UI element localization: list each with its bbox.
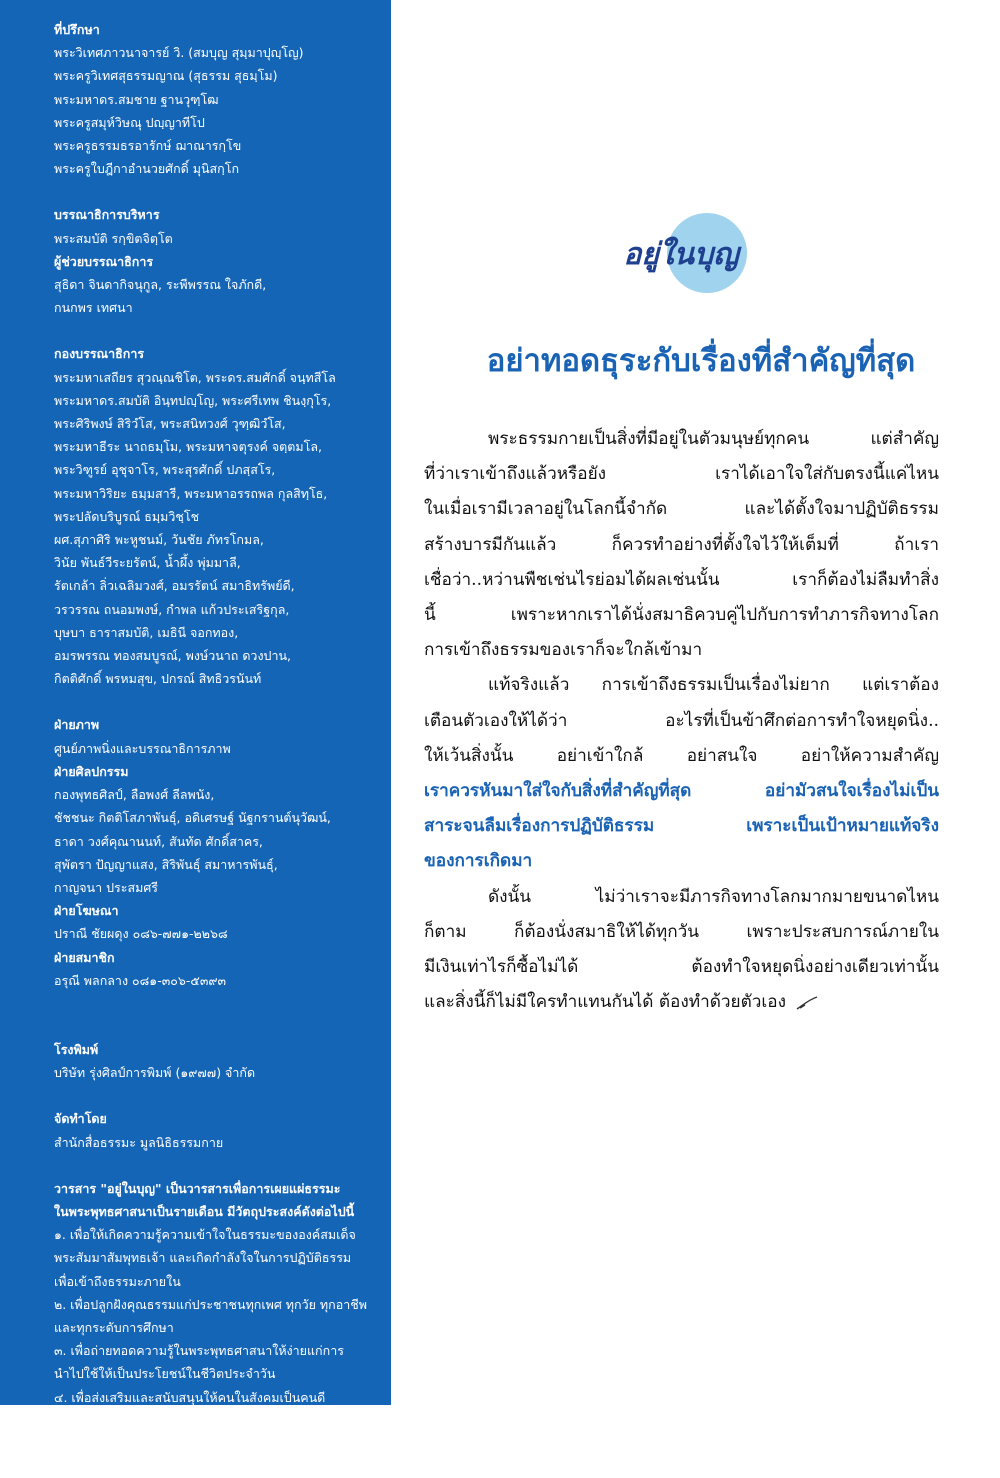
credit-line: ธาดา วงศ์คุณานนท์, สันทัด ศักดิ์สาคร, bbox=[54, 833, 263, 849]
advisors-heading: ที่ปรึกษา bbox=[54, 22, 100, 37]
printing-heading: โรงพิมพ์ bbox=[54, 1041, 99, 1057]
text-line: มีเงินเท่าไรก็ซื้อไม่ได้ ต้องทำใจหยุดนิ่งอย่างเดียวเท่านั้น bbox=[424, 957, 939, 978]
producer-heading: จัดทำโดย bbox=[54, 1111, 107, 1127]
credit-line: สำนักสื่อธรรมะ มูลนิธิธรรมกาย bbox=[54, 1134, 224, 1150]
objective-line: ๓. เพื่อถ่ายทอดความรู้ในพระพุทธศาสนาให้ง่ายแก่การ bbox=[54, 1343, 344, 1359]
credit-line: พระครูสมุห์วิษณุ ปญฺญาทีโป bbox=[54, 114, 205, 130]
objective-line: ๕. เพื่อเป็นสื่อกลางในการสืบทอดอายุพระพุทธศาสนา bbox=[54, 1435, 337, 1451]
objective-line: ๔. เพื่อส่งเสริมและสนับสนุนให้คนในสังคมเป็นคนดี bbox=[54, 1389, 326, 1405]
text-line: ให้เว้นสิ่งนั้น อย่าเข้าใกล้ อย่าสนใจ อย่าให้ความสำคัญ bbox=[424, 745, 939, 766]
text-line: ดังนั้น ไม่ว่าเราจะมีภารกิจทางโลกมากมายขนาดไหน bbox=[488, 886, 939, 907]
text-line: แท้จริงแล้ว การเข้าถึงธรรมเป็นเรื่องไม่ยาก แต่เราต้อง bbox=[488, 675, 939, 696]
credit-line: พระปลัดบริบูรณ์ ธมฺมวิชฺโช bbox=[54, 508, 200, 524]
credit-line: กิตติศักดิ์ พรหมสุข, ปกรณ์ สิทธิวรนันท์ bbox=[54, 671, 262, 687]
pen-end-icon bbox=[796, 996, 818, 1010]
credit-line: กาญจนา ประสมศรี bbox=[54, 879, 158, 895]
advisors-lines bbox=[54, 41, 384, 180]
paragraph-3 bbox=[424, 880, 939, 1021]
editor-heading: บรรณาธิการบริหาร bbox=[54, 207, 160, 223]
highlight-line: สาระจนลืมเรื่องการปฏิบัติธรรม เพราะเป็นเป้าหมายแท้จริง bbox=[424, 816, 939, 837]
credit-line: สุพัตรา ปัญญาแสง, สิริพันธุ์ สมาหารพันธุ์, bbox=[54, 856, 278, 872]
objective-line: ๒. เพื่อปลูกฝังคุณธรรมแก่ประชาชนทุกเพศ ทุกวัย ทุกอาชีพ bbox=[54, 1296, 367, 1312]
magazine-logo bbox=[601, 208, 761, 298]
objective-line: นำไปใช้ให้เป็นประโยชน์ในชีวิตประจำวัน bbox=[54, 1366, 276, 1382]
article-body bbox=[424, 422, 939, 1020]
credit-line: ศูนย์ภาพนิ่งและบรรณาธิการภาพ bbox=[54, 740, 231, 756]
text-line: เชื่อว่า..หว่านพืชเช่นไรย่อมได้ผลเช่นนั้น เราก็ต้องไม่ลืมทำสิ่ง bbox=[424, 569, 939, 590]
credit-line: พระครูวิเทศสุธรรมญาณ (สุธรรม สุธมฺโม) bbox=[54, 68, 278, 84]
credit-line: กนกพร เทศนา bbox=[54, 300, 133, 316]
credit-line: ผศ.สุภาศิริ พะหูชนม์, วันชัย ภัทรโกมล, bbox=[54, 532, 264, 548]
credit-line: รัตเกล้า ลิ่วเฉลิมวงศ์, อมรรัตน์ สมาธิทรัพย์ดี, bbox=[54, 578, 295, 594]
objective-line: และทุกระดับการศึกษา bbox=[54, 1319, 174, 1335]
credit-line: พระมหาเสถียร สุวณฺณชิโต, พระดร.สมศักดิ์ จนฺทสีโล bbox=[54, 369, 336, 385]
credit-line: พระมหาวิริยะ ธมฺมสารี, พระมหาอรรถพล กุลสิทฺโธ, bbox=[54, 485, 328, 501]
objective-line: เพื่อเข้าถึงธรรมะภายใน bbox=[54, 1273, 181, 1289]
text-line: เตือนตัวเองให้ได้ว่า อะไรที่เป็นข้าศึกต่อการทำใจหยุดนิ่ง.. bbox=[424, 710, 939, 731]
text-line: การเข้าถึงธรรมของเราก็จะใกล้เข้ามา bbox=[424, 640, 703, 661]
text-line: ก็ตาม ก็ต้องนั่งสมาธิให้ได้ทุกวัน เพราะประสบการณ์ภายใน bbox=[424, 921, 939, 942]
objective-line: ๑. เพื่อให้เกิดความรู้ความเข้าใจในธรรมะขององค์สมเด็จ bbox=[54, 1227, 356, 1243]
credit-line: กองพุทธศิลป์, ลือพงศ์ ลีลพนัง, bbox=[54, 787, 215, 803]
credit-line: พระมหาดร.สมบัติ อินฺทปญฺโญ, พระศรีเทพ ชินงฺกุโร, bbox=[54, 392, 332, 408]
article-area bbox=[391, 0, 1000, 1405]
text-line: นี้ เพราะหากเราได้นั่งสมาธิควบคู่ไปกับการทำภารกิจทางโลก bbox=[424, 605, 939, 626]
objective-line: ที่โลกต้องการ bbox=[54, 1412, 128, 1428]
article-title: อย่าทอดธุระกับเรื่องที่สำคัญที่สุด bbox=[486, 343, 916, 379]
objective-line: พระสัมมาสัมพุทธเจ้า และเกิดกำลังใจในการปฏิบัติธรรม bbox=[54, 1250, 352, 1266]
credit-line: อรุณี พลกลาง ๐๘๑-๓๐๖-๕๓๙๓ bbox=[54, 972, 227, 988]
art-heading: ฝ่ายศิลปกรรม bbox=[54, 763, 129, 779]
credits-sidebar bbox=[0, 0, 391, 1475]
credit-line: พระมหาธีระ นาถธมฺโม, พระมหาจตุรงค์ จตฺตมโล, bbox=[54, 439, 323, 455]
advertising-heading: ฝ่ายโฆษณา bbox=[54, 903, 119, 919]
objectives-heading: วารสาร "อยู่ในบุญ" เป็นวารสารเพื่อการเผยแผ่ธรรมะ bbox=[54, 1180, 341, 1196]
paragraph-1 bbox=[424, 422, 939, 668]
credit-line: บุษบา ธาราสมบัติ, เมธินี จอกทอง, bbox=[54, 624, 239, 640]
highlight-line: เราควรหันมาใส่ใจกับสิ่งที่สำคัญที่สุด อย่ามัวสนใจเรื่องไม่เป็น bbox=[424, 781, 939, 802]
photo-heading: ฝ่ายภาพ bbox=[54, 717, 100, 733]
credit-line: สุธิดา จินดากิจนุกูล, ระพีพรรณ ใจภักดี, bbox=[54, 277, 267, 293]
credit-line: พระครูธรรมธรอารักษ์ ฌาณารกฺโข bbox=[54, 138, 242, 154]
highlight-line: ของการเกิดมา bbox=[424, 851, 533, 872]
credit-line: พระศิริพงษ์ สิริวํโส, พระสนิทวงศ์ วุฑฺฒิวํโส, bbox=[54, 416, 286, 432]
text-line: พระธรรมกายเป็นสิ่งที่มีอยู่ในตัวมนุษย์ทุกคน แต่สำคัญ bbox=[488, 429, 939, 449]
credit-line: อมรพรรณ ทองสมบูรณ์, พงษ์วนาถ ดวงปาน, bbox=[54, 648, 292, 664]
text-line: ที่ว่าเราเข้าถึงแล้วหรือยัง เราได้เอาใจใส่กับตรงนี้แค่ไหน bbox=[424, 464, 939, 485]
credit-line: วินัย พันธ์วีระยรัตน์, น้ำผึ้ง พุ่มมาลี, bbox=[54, 555, 241, 571]
credit-line: พระสมบัติ รกฺขิตจิตฺโต bbox=[54, 230, 173, 246]
credit-line: วรวรรณ ถนอมพงษ์, กำพล แก้วประเสริฐกุล, bbox=[54, 601, 290, 617]
credits-list bbox=[54, 18, 384, 1478]
credit-line: พระวิเทศภาวนาจารย์ วิ. (สมบุญ สุมฺมาปุญฺโญ) bbox=[54, 45, 304, 61]
editorial-board-heading: กองบรรณาธิการ bbox=[54, 346, 145, 362]
members-heading: ฝ่ายสมาชิก bbox=[54, 949, 115, 965]
text-line: สร้างบารมีกันแล้ว ก็ควรทำอย่างที่ตั้งใจไว้ให้เต็มที่ ถ้าเรา bbox=[424, 534, 939, 555]
logo-wordmark: อยู่ในบุญ bbox=[623, 237, 739, 272]
paragraph-2 bbox=[424, 668, 939, 879]
credit-line: พระครูใบฎีกาอำนวยศักดิ์ มุนิสกฺโก bbox=[54, 161, 240, 177]
credit-line: ปราณี ชัยผดุง ๐๘๖-๗๗๑-๒๒๖๘ bbox=[54, 926, 228, 942]
objective-line: ให้เป็นที่พึ่งแก่ชาวโลกสืบไป bbox=[54, 1459, 202, 1475]
last-line-text: และสิ่งนี้ก็ไม่มีใครทำแทนกันได้ ต้องทำด้วยตัวเอง bbox=[424, 992, 787, 1013]
credit-line: บริษัท รุ่งศิลป์การพิมพ์ (๑๙๗๗) จำกัด bbox=[54, 1065, 256, 1081]
credit-line: ชัชชนะ กิตติโสภาพันธุ์, อดิเศรษฐ์ นัฐกรานต์นุวัฒน์, bbox=[54, 810, 331, 826]
credit-line: พระวิฑูรย์ อุชุจาโร, พระสุรศักดิ์ ปภสฺสโร, bbox=[54, 462, 276, 478]
objectives-heading: ในพระพุทธศาสนาเป็นรายเดือน มีวัตถุประสงค์ดังต่อไปนี้ bbox=[54, 1203, 355, 1219]
assistant-editor-heading: ผู้ช่วยบรรณาธิการ bbox=[54, 253, 154, 269]
credit-line: พระมหาดร.สมชาย ฐานวุฑฺโฒ bbox=[54, 91, 219, 107]
text-line bbox=[424, 985, 939, 1020]
text-line: ในเมื่อเรามีเวลาอยู่ในโลกนี้จำกัด และได้ตั้งใจมาปฏิบัติธรรม bbox=[424, 499, 939, 520]
